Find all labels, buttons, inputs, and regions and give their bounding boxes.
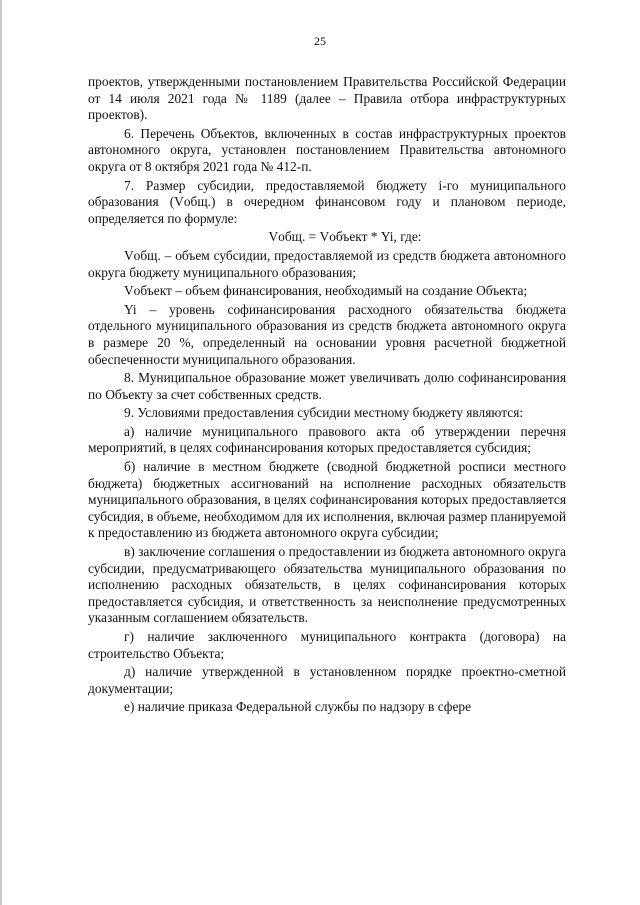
formula: Vобщ. = Vобъект * Yi, где:	[268, 229, 422, 245]
condition-d: д) наличие утвержденной в установленном порядке проектно-сметной документации;	[88, 664, 566, 696]
paragraph-continuation: проектов, утвержденными постановлением Правительства Российской Федерации от 14 июля 2021 года № 1189 (далее – Правила отбора инфраструктурных проектов).	[88, 74, 566, 123]
document-body	[88, 74, 566, 718]
definition-v-total: Vобщ. – объем субсидии, предоставляемой из средств бюджета автономного округа бюджету муниципального образования;	[88, 247, 566, 280]
condition-b: б) наличие в местном бюджете (сводной бюджетной росписи местного бюджета) бюджетных ассигнований на исполнение расходных обязательств муниципального образования, в целях софинансирования которых предоставляется субсидия, в объеме, необходимом для их исполнения, включая размер планируемой к предоставлению из бюджета автономного округа субсидии;	[88, 459, 566, 541]
page-edge	[0, 0, 2, 905]
paragraph-8: 8. Муниципальное образование может увеличивать долю софинансирования по Объекту за счет собственных средств.	[88, 370, 566, 402]
condition-v: в) заключение соглашения о предоставлении из бюджета автономного округа субсидии, предусматривающего обязательства муниципального образования по исполнению расходных обязательств, в целях софинансирования которых предоставляется субсидия, и ответственность за неисполнение предусмотренных указанным соглашением обязательств.	[88, 544, 566, 626]
definition-yi: Yi – уровень софинансирования расходного обязательства бюджета отдельного муниципального образования из средств бюджета автономного округа в размере 20 %, определенный на основании уровня расчетной бюджетной обеспеченности муниципального образования.	[88, 301, 566, 367]
paragraph-7: 7. Размер субсидии, предоставляемой бюджету i-го муниципального образования (Vобщ.) в очередном финансовом году и плановом периоде, определяется по формуле:	[88, 177, 566, 226]
page-number: 25	[314, 34, 326, 48]
paragraph-6: 6. Перечень Объектов, включенных в состав инфраструктурных проектов автономного округа, установлен постановлением Правительства автономного округа от 8 октября 2021 года № 412-п.	[88, 125, 566, 174]
paragraph-9: 9. Условиями предоставления субсидии местному бюджету являются:	[124, 405, 524, 421]
condition-a: а) наличие муниципального правового акта об утверждении перечня мероприятий, в целях софинансирования которых предоставляется субсидия;	[88, 423, 566, 456]
condition-g: г) наличие заключенного муниципального контракта (договора) на строительство Объекта;	[88, 629, 566, 661]
condition-e: е) наличие приказа Федеральной службы по надзору в сфере	[124, 699, 472, 715]
definition-v-object: Vобъект – объем финансирования, необходимый на создание Объекта;	[124, 283, 528, 299]
